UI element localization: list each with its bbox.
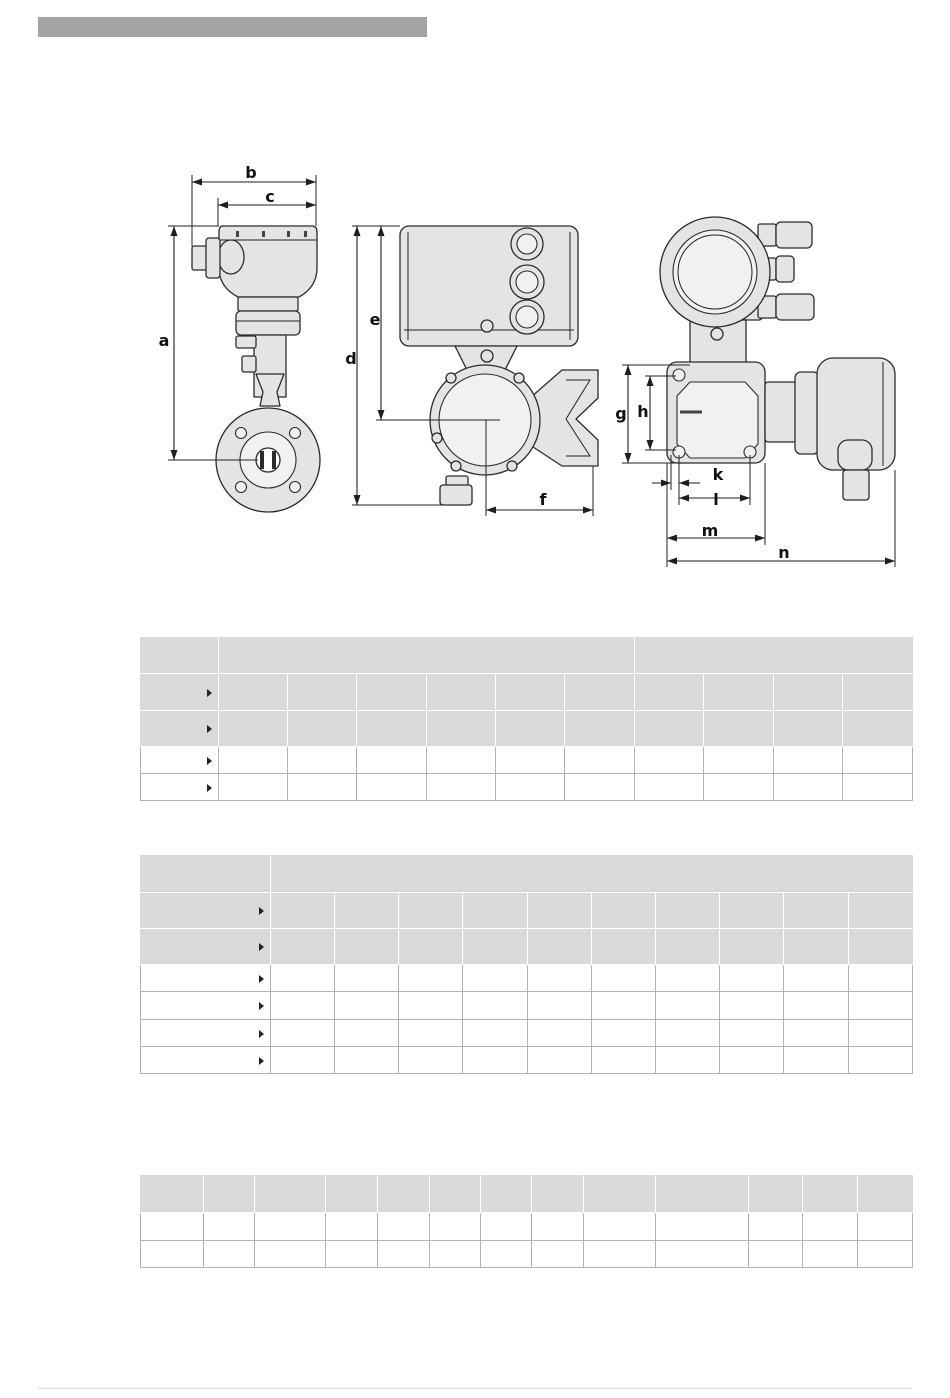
table-header-cell bbox=[720, 929, 784, 965]
table-row bbox=[141, 1020, 913, 1047]
table-cell bbox=[565, 774, 635, 801]
table-header-row bbox=[141, 893, 913, 929]
cable-gland-bottom-nut bbox=[776, 294, 814, 320]
table-cell bbox=[803, 1241, 858, 1268]
row-label-cell bbox=[141, 893, 271, 929]
table-header-cell bbox=[271, 929, 335, 965]
table-cell bbox=[749, 1213, 803, 1241]
table-header-cell bbox=[774, 674, 843, 711]
table-header-cell bbox=[528, 929, 592, 965]
dim-label-h: h bbox=[637, 402, 649, 421]
table-cell bbox=[378, 1213, 430, 1241]
housing-window bbox=[673, 230, 757, 314]
dimension-drawing bbox=[0, 0, 950, 600]
table-cell bbox=[720, 1047, 784, 1074]
table-cell bbox=[335, 965, 399, 992]
table-cell bbox=[326, 1241, 378, 1268]
table-cell bbox=[656, 1213, 749, 1241]
table-header-group-cell bbox=[219, 638, 635, 674]
table-header-cell bbox=[463, 929, 528, 965]
table-header-cell bbox=[141, 856, 271, 893]
table-cell bbox=[528, 1020, 592, 1047]
pressure-fitting bbox=[242, 356, 256, 372]
table-cell bbox=[656, 1241, 749, 1268]
table-header-cell bbox=[635, 711, 704, 747]
flange-bolt-hole bbox=[290, 428, 301, 439]
row-label-cell bbox=[141, 965, 271, 992]
side-lug bbox=[236, 336, 256, 348]
table-cell bbox=[528, 1047, 592, 1074]
table-cell bbox=[656, 1047, 720, 1074]
table-header-cell bbox=[141, 638, 219, 674]
adapter-flange bbox=[795, 372, 819, 454]
table-cell bbox=[704, 774, 774, 801]
table-cell bbox=[656, 965, 720, 992]
triangle-right-icon bbox=[207, 689, 212, 697]
dimensions-table-3 bbox=[140, 1175, 913, 1268]
table-header-cell bbox=[271, 893, 335, 929]
triangle-right-icon bbox=[259, 1002, 264, 1010]
table-cell bbox=[803, 1213, 858, 1241]
table-cell bbox=[255, 1213, 326, 1241]
table-cell bbox=[335, 1047, 399, 1074]
table-cell bbox=[532, 1213, 584, 1241]
table-cell bbox=[496, 747, 565, 774]
table-row bbox=[141, 992, 913, 1020]
table-cell bbox=[592, 965, 656, 992]
table-row bbox=[141, 774, 913, 801]
table-header-cell bbox=[635, 674, 704, 711]
row-label-cell bbox=[141, 747, 219, 774]
triangle-right-icon bbox=[259, 943, 264, 951]
row-label-cell bbox=[141, 711, 219, 747]
table-row bbox=[141, 747, 913, 774]
table-cell bbox=[219, 747, 288, 774]
cable-entry-inner bbox=[516, 306, 538, 328]
table-cell bbox=[849, 992, 913, 1020]
housing-base bbox=[236, 311, 300, 335]
dim-label-d: d bbox=[345, 349, 357, 368]
neck-screw bbox=[481, 350, 493, 362]
table-cell bbox=[784, 965, 849, 992]
table-cell bbox=[849, 1047, 913, 1074]
row-label-cell bbox=[141, 992, 271, 1020]
table-header-cell bbox=[592, 929, 656, 965]
table-header-cell bbox=[326, 1176, 378, 1213]
table-cell bbox=[592, 1047, 656, 1074]
dim-label-n: n bbox=[778, 543, 790, 562]
dim-label-k: k bbox=[712, 465, 724, 484]
table-header-group-cell bbox=[635, 638, 913, 674]
table-header-cell bbox=[357, 711, 427, 747]
dimensions-table-1 bbox=[140, 637, 913, 801]
table-cell bbox=[399, 992, 463, 1020]
table-cell bbox=[430, 1241, 481, 1268]
table-cell bbox=[858, 1213, 913, 1241]
row-label-cell bbox=[141, 929, 271, 965]
housing-screw bbox=[481, 320, 493, 332]
remote-cable-gland bbox=[843, 470, 869, 500]
table-cell bbox=[430, 1213, 481, 1241]
table-header-cell bbox=[463, 893, 528, 929]
table-cell bbox=[592, 1020, 656, 1047]
table-header-cell bbox=[843, 711, 913, 747]
table-cell bbox=[843, 774, 913, 801]
table-header-cell bbox=[219, 674, 288, 711]
housing-lug bbox=[507, 461, 517, 471]
table-header-cell bbox=[288, 674, 357, 711]
remote-gland-connector bbox=[838, 440, 872, 470]
table-cell bbox=[704, 747, 774, 774]
housing-lock bbox=[711, 328, 723, 340]
triangle-right-icon bbox=[259, 975, 264, 983]
front-view-device bbox=[400, 226, 598, 505]
table-header-cell bbox=[528, 893, 592, 929]
table-cell bbox=[774, 747, 843, 774]
table-cell bbox=[427, 774, 496, 801]
table-cell bbox=[335, 992, 399, 1020]
table-header-cell bbox=[656, 1176, 749, 1213]
table-cell bbox=[720, 1020, 784, 1047]
table-cell bbox=[774, 774, 843, 801]
table-header-cell bbox=[141, 1176, 204, 1213]
table-row bbox=[141, 1213, 913, 1241]
table-header-cell bbox=[427, 674, 496, 711]
cable-entry-inner bbox=[517, 234, 537, 254]
table-header-cell bbox=[584, 1176, 656, 1213]
table-header-cell bbox=[335, 893, 399, 929]
table-cell bbox=[427, 747, 496, 774]
footer-rule bbox=[38, 1388, 912, 1389]
table-header-cell bbox=[774, 711, 843, 747]
dim-label-g: g bbox=[615, 404, 627, 423]
rear-view-device bbox=[660, 217, 895, 500]
table-cell bbox=[141, 1241, 204, 1268]
table-header-cell bbox=[843, 674, 913, 711]
dim-label-l: l bbox=[713, 490, 719, 509]
dim-label-e: e bbox=[369, 310, 381, 329]
table-cell bbox=[635, 774, 704, 801]
table-cell bbox=[335, 1020, 399, 1047]
table-cell bbox=[463, 965, 528, 992]
table-cell bbox=[357, 774, 427, 801]
table-header-group-cell bbox=[271, 856, 913, 893]
flange-bolt-hole bbox=[236, 482, 247, 493]
row-label-cell bbox=[141, 1047, 271, 1074]
table-header-cell bbox=[357, 674, 427, 711]
table-cell bbox=[528, 992, 592, 1020]
table-cell bbox=[481, 1241, 532, 1268]
table-cell bbox=[463, 992, 528, 1020]
table-cell bbox=[255, 1241, 326, 1268]
table-cell bbox=[271, 992, 335, 1020]
dim-label-f: f bbox=[539, 490, 547, 509]
cable-gland-nut bbox=[206, 238, 220, 278]
table-cell bbox=[784, 992, 849, 1020]
cover-mark bbox=[287, 231, 290, 237]
table-header-cell bbox=[288, 711, 357, 747]
table-header-cell bbox=[204, 1176, 255, 1213]
dimensions-table-2 bbox=[140, 855, 913, 1074]
table-cell bbox=[749, 1241, 803, 1268]
table-cell bbox=[635, 747, 704, 774]
mounting-hole bbox=[673, 369, 685, 381]
table-row bbox=[141, 965, 913, 992]
table-header-cell bbox=[704, 711, 774, 747]
table-cell bbox=[326, 1213, 378, 1241]
table-header-cell bbox=[803, 1176, 858, 1213]
housing-lug bbox=[451, 461, 461, 471]
table-cell bbox=[271, 965, 335, 992]
cable-entry-inner bbox=[516, 271, 538, 293]
table-cell bbox=[656, 992, 720, 1020]
triangle-right-icon bbox=[259, 1057, 264, 1065]
table-header-cell bbox=[749, 1176, 803, 1213]
dim-label-a: a bbox=[158, 331, 170, 350]
housing-lug bbox=[514, 373, 524, 383]
table-cell bbox=[288, 747, 357, 774]
dim-label-c: c bbox=[265, 187, 275, 206]
table-cell bbox=[784, 1047, 849, 1074]
dim-label-b: b bbox=[245, 163, 257, 182]
cover-mark bbox=[262, 231, 265, 237]
cable-entry-boss bbox=[218, 240, 244, 274]
table-cell bbox=[463, 1020, 528, 1047]
row-label-cell bbox=[141, 674, 219, 711]
table-cell bbox=[399, 965, 463, 992]
table-header-cell bbox=[335, 929, 399, 965]
table-cell bbox=[204, 1213, 255, 1241]
table-cell bbox=[592, 992, 656, 1020]
table-header-cell bbox=[219, 711, 288, 747]
cover-mark bbox=[304, 231, 307, 237]
table-header-cell bbox=[565, 711, 635, 747]
table-cell bbox=[141, 1213, 204, 1241]
table-cell bbox=[288, 774, 357, 801]
housing-collar bbox=[238, 297, 298, 311]
table-cell bbox=[219, 774, 288, 801]
table-cell bbox=[584, 1241, 656, 1268]
table-cell bbox=[481, 1213, 532, 1241]
table-cell bbox=[849, 1020, 913, 1047]
table-cell bbox=[528, 965, 592, 992]
table-header-cell bbox=[427, 711, 496, 747]
table-header-cell bbox=[656, 929, 720, 965]
table-header-row bbox=[141, 929, 913, 965]
row-label-cell bbox=[141, 774, 219, 801]
table-cell bbox=[271, 1047, 335, 1074]
table-cell bbox=[399, 1020, 463, 1047]
table-cell bbox=[720, 965, 784, 992]
cover-mark bbox=[236, 231, 239, 237]
table-header-row bbox=[141, 638, 913, 674]
cable-gland-top-nut bbox=[776, 222, 812, 248]
table-cell bbox=[849, 965, 913, 992]
table-cell bbox=[378, 1241, 430, 1268]
triangle-right-icon bbox=[207, 725, 212, 733]
side-view-device bbox=[192, 226, 320, 512]
housing-lug bbox=[432, 433, 442, 443]
bluff-body-left bbox=[260, 451, 264, 469]
dim-label-m: m bbox=[701, 521, 719, 540]
table-cell bbox=[656, 1020, 720, 1047]
triangle-right-icon bbox=[259, 907, 264, 915]
table-header-row bbox=[141, 711, 913, 747]
table-cell bbox=[463, 1047, 528, 1074]
table-cell bbox=[271, 1020, 335, 1047]
table-row bbox=[141, 1047, 913, 1074]
table-cell bbox=[843, 747, 913, 774]
table-cell bbox=[399, 1047, 463, 1074]
adapter-tube bbox=[765, 382, 797, 442]
table-header-cell bbox=[849, 929, 913, 965]
table-header-cell bbox=[378, 1176, 430, 1213]
table-cell bbox=[784, 1020, 849, 1047]
cable-gland-middle-nut bbox=[776, 256, 794, 282]
table-header-cell bbox=[656, 893, 720, 929]
table-header-cell bbox=[565, 674, 635, 711]
table-header-cell bbox=[592, 893, 656, 929]
table-cell bbox=[496, 774, 565, 801]
flow-body-center bbox=[677, 382, 758, 458]
table-header-cell bbox=[430, 1176, 481, 1213]
housing-lug bbox=[446, 373, 456, 383]
table-cell bbox=[720, 992, 784, 1020]
flange-bolt-hole bbox=[290, 482, 301, 493]
table-header-cell bbox=[399, 893, 463, 929]
flange-bore bbox=[256, 448, 280, 472]
table-header-row bbox=[141, 856, 913, 893]
table-header-cell bbox=[849, 893, 913, 929]
table-cell bbox=[357, 747, 427, 774]
table-header-row bbox=[141, 674, 913, 711]
table-row bbox=[141, 1241, 913, 1268]
table-header-row bbox=[141, 1176, 913, 1213]
bottom-cable-gland bbox=[440, 485, 472, 505]
table-header-cell bbox=[858, 1176, 913, 1213]
table-header-cell bbox=[532, 1176, 584, 1213]
table-cell bbox=[584, 1213, 656, 1241]
table-header-cell bbox=[704, 674, 774, 711]
table-cell bbox=[858, 1241, 913, 1268]
triangle-right-icon bbox=[207, 757, 212, 765]
triangle-right-icon bbox=[207, 784, 212, 792]
table-header-cell bbox=[255, 1176, 326, 1213]
table-header-cell bbox=[720, 893, 784, 929]
table-header-cell bbox=[481, 1176, 532, 1213]
bluff-body-right bbox=[272, 451, 276, 469]
table-header-cell bbox=[496, 711, 565, 747]
flange-bolt-hole bbox=[236, 428, 247, 439]
table-cell bbox=[565, 747, 635, 774]
triangle-right-icon bbox=[259, 1030, 264, 1038]
table-header-cell bbox=[784, 929, 849, 965]
table-header-cell bbox=[399, 929, 463, 965]
table-header-cell bbox=[496, 674, 565, 711]
table-cell bbox=[532, 1241, 584, 1268]
row-label-cell bbox=[141, 1020, 271, 1047]
cable-entries bbox=[510, 228, 544, 334]
table-cell bbox=[204, 1241, 255, 1268]
table-header-cell bbox=[784, 893, 849, 929]
